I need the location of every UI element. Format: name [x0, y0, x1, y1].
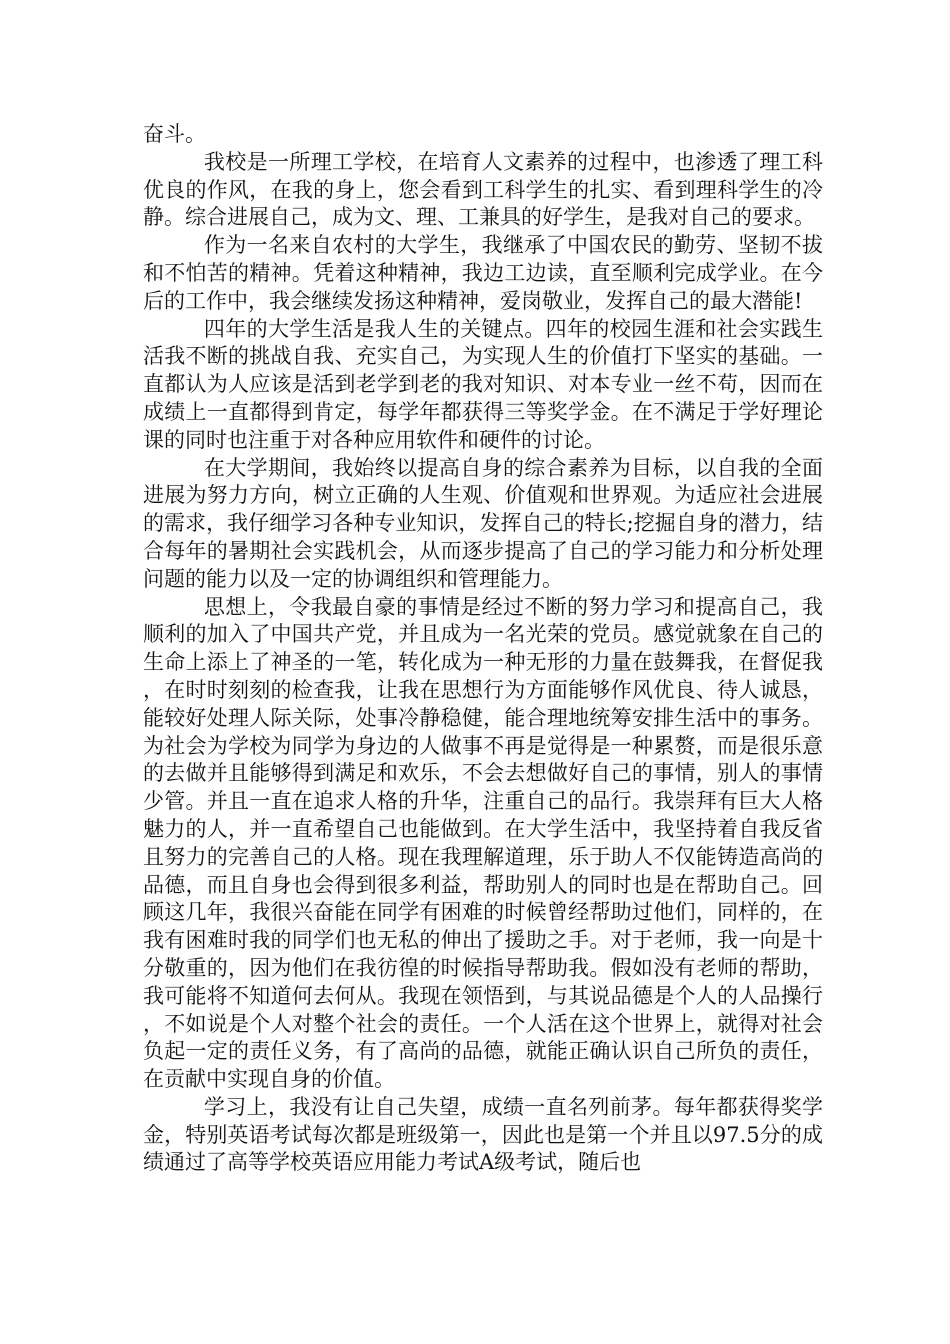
paragraph-four-years: 四年的大学生活是我人生的关键点。四年的校园生涯和社会实践生活我不断的挑战自我、充实自己，为实现人生的价值打下坚实的基础。一直都认为人应该是活到老学到老的我对知识、对本专业一丝不苟，因而在成绩上一直都得到肯定，每学年都获得三等奖学金。在不满足于学好理论课的同时也注重于对各种应用软件和硬件的讨论。 [143, 316, 823, 452]
paragraph-study: 学习上，我没有让自己失望，成绩一直名列前茅。每年都获得奖学金，特别英语考试每次都是班级第一，因此也是第一个并且以97.5分的成绩通过了高等学校英语应用能力考试A级考试，随后也 [143, 1094, 823, 1175]
document-body [143, 121, 823, 1177]
paragraph-rural-background: 作为一名来自农村的大学生，我继承了中国农民的勤劳、坚韧不拔和不怕苦的精神。凭着这种精神，我边工边读，直至顺利完成学业。在今后的工作中，我会继续发扬这种精神，爱岗敬业，发挥自己的最大潜能! [143, 233, 823, 313]
paragraph-continuation: 奋斗。 [143, 122, 206, 146]
paragraph-university-period: 在大学期间，我始终以提高自身的综合素养为目标，以自我的全面进展为努力方向，树立正确的人生观、价值观和世界观。为适应社会进展的需求，我仔细学习各种专业知识，发挥自己的特长;挖掘自身的潜力，结合每年的暑期社会实践机会，从而逐步提高了自己的学习能力和分析处理问题的能力以及一定的协调组织和管理能力。 [143, 455, 823, 591]
paragraph-school: 我校是一所理工学校，在培育人文素养的过程中，也渗透了理工科优良的作风，在我的身上，您会看到工科学生的扎实、看到理科学生的冷静。综合进展自己，成为文、理、工兼具的好学生，是我对自己的要求。 [143, 149, 823, 230]
paragraph-ideology: 思想上，令我最自豪的事情是经过不断的努力学习和提高自己，我顺利的加入了中国共产党，并且成为一名光荣的党员。感觉就象在自己的生命上添上了神圣的一笔，转化成为一种无形的力量在鼓舞我，在督促我，在时时刻刻的检查我，让我在思想行为方面能够作风优良、待人诚恳，能较好处理人际关际，处事冷静稳健，能合理地统筹安排生活中的事务。为社会为学校为同学为身边的人做事不再是觉得是一种累赘，而是很乐意的去做并且能够得到满足和欢乐，不会去想做好自己的事情，别人的事情少管。并且一直在追求人格的升华，注重自己的品行。我崇拜有巨大人格魅力的人，并一直希望自己也能做到。在大学生活中，我坚持着自我反省且努力的完善自己的人格。现在我理解道理，乐于助人不仅能铸造高尚的品德，而且自身也会得到很多利益，帮助别人的同时也是在帮助自己。回顾这几年，我很兴奋能在同学有困难的时候曾经帮助过他们，同样的，在我有困难时我的同学们也无私的伸出了援助之手。对于老师，我一向是十分敬重的，因为他们在我彷徨的时候指导帮助我。假如没有老师的帮助，我可能将不知道何去何从。我现在领悟到，与其说品德是个人的人品操行，不如说是个人对整个社会的责任。一个人活在这个世界上，就得对社会负起一定的责任义务，有了高尚的品德，就能正确认识自己所负的责任，在贡献中实现自身的价值。 [143, 594, 823, 1092]
